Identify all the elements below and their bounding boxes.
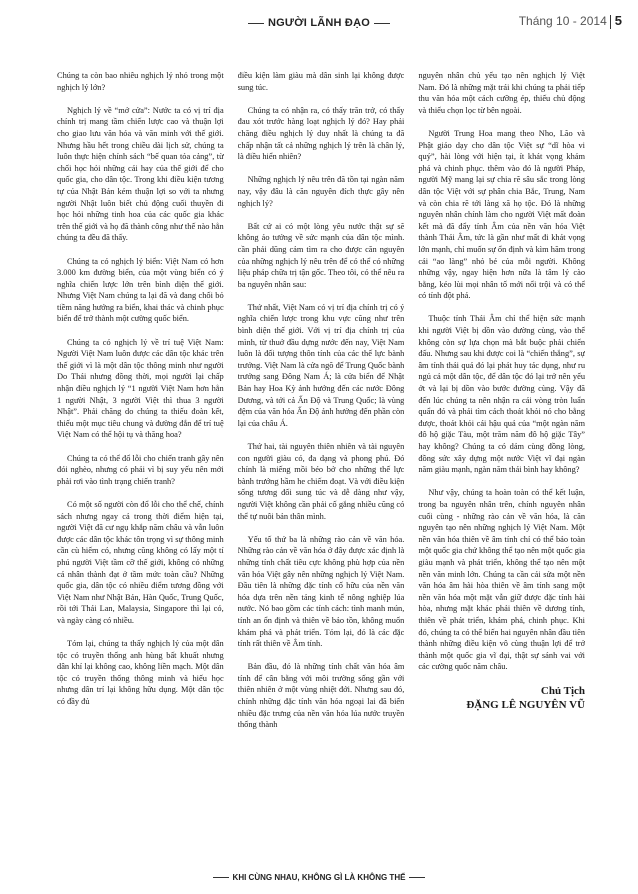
issue-date: Tháng 10 - 2014 (518, 14, 607, 28)
section-title-text: NGƯỜI LÃNH ĐẠO (268, 17, 370, 29)
header-separator (610, 15, 611, 29)
paragraph: Chúng ta có nghịch lý về trí tuệ Việt Nam: Người Việt Nam luôn được các dân tộc khác trên thế giới vì là một dân tộc thông minh như người Do Thái nhưng đồng thời, mọi người lại chấp nhận điều nghịch lý “1 người Việt Nam hơn hẳn 1 người Nhật, 3 người Việt thì thua 3 người Nhật”. Phải chăng do chúng ta thiếu đoàn kết, thiếu một mục tiêu chung và đường đắn để trí tuệ Việt Nam có thể hội tụ và thăng hoa? (57, 337, 224, 440)
header-rule-left (248, 23, 264, 24)
paragraph: Chúng ta có nghịch lý biển: Việt Nam có hơn 3.000 km đường biển, của một vùng biển có ý nghĩa chiến lược lớn trên bình diện thế giới. Nhưng Việt Nam chúng ta lại đã và đang chối bỏ tiềm năng hướng ra biển, khai thác và chinh phục biển để trở thành một cường quốc biển. (57, 256, 224, 324)
page-footer (0, 873, 638, 882)
column-3 (418, 70, 585, 840)
paragraph: Nghịch lý về “mở cửa”: Nước ta có vị trí địa chính trị mang tầm chiến lược cao và thuận lợi cho giao lưu văn hóa và văn minh với thế giới. Nhưng hầu hết trong chiều dài lịch sử, chúng ta luôn thực hiện chính sách “bế quan tỏa cảng”, từ chối học hỏi những cái hay của thế giới để cho quốc gia, cho dân tộc. Trong khi điều kiện tương tự của Nhật Bản kém thuận lợi so với ta nhưng người Nhật luôn biết chủ động cuối thuyền đi học hỏi những tinh hoa của các quốc gia khác trên thế giới và họ đã thành công như thế nào hẳn chúng ta đều đã thấy. (57, 105, 224, 243)
paragraph: Như vậy, chúng ta hoàn toàn có thể kết luận, trong ba nguyên nhân trên, chính nguyên nhân cuối cùng - những rào cản về văn hóa, là căn nguyên tạo nên những nghịch lý Việt Nam. Một nền văn hóa thiên về âm tính chỉ có thể bảo toàn một quốc gia chứ không thể tạo nên một quốc gia giàu mạnh và phát triển, không thể tạo nên một nền văn minh lớn. Chúng ta cần cải sửa một nền văn hóa âm hài hòa thiên về âm tính sang một nền văn hóa một mặt vẫn giữ được đặc tính hài hòa, nhưng mặt khác phải thiên về dương tính, thiên về phát triển, khám phá, chinh phục. Khi đó, chúng ta có thể biến hai nguyên nhân đầu tiên thành những điều kiện vô cùng thuận lợi để trở thành một quốc gia vĩ đại, thật sự sánh vai với các cường quốc năm châu. (418, 488, 586, 672)
paragraph: Yếu tố thứ ba là những rào cản về văn hóa. Những rào cản về văn hóa ở đây được xác định là những tính chất tiêu cực không phù hợp của nền văn hóa Việt gây nên những nghịch lý Việt Nam. Đầu tiên là những đặc tính cố hữu của nền văn hóa dựa trên nền tảng kinh tế nông nghiệp lúa nước. Nó bao gồm các tính cách: tình manh mún, tính an ổn định và thiên về bảo tồn, không muốn khám phá và phát triển. Tóm lại, đó là các đặc tính rất thiên về Âm tính. (237, 534, 405, 649)
footer-slogan: KHI CÙNG NHAU, KHÔNG GÌ LÀ KHÔNG THỂ (232, 873, 406, 882)
article-body (57, 70, 585, 840)
signature-block (418, 684, 585, 712)
issue-info (519, 13, 622, 29)
signature-title: Chủ Tịch (540, 685, 586, 698)
paragraph: Bất cứ ai có một lòng yêu nước thật sự sẽ không ảo tưởng về sức mạnh của dân tộc mình. cần phải dũng cảm tìm ra cho được căn nguyên của những nghịch lý nêu trên để có thể có những liệu pháp chữa trị tận gốc. Theo tôi, có thể nêu ra ba nguyên nhân sau: (237, 221, 405, 289)
header-rule-right (374, 23, 390, 24)
paragraph: điều kiện làm giàu mà dân sinh lại không được sung túc. (237, 71, 405, 92)
paragraph: Thứ nhất, Việt Nam có vị trí địa chính trị có ý nghĩa chiến lược trong khu vực cũng như trên bình diện thế giới. Với vị trí địa chính trị của mình, từ thuở đầu dựng nước đến nay, Việt Nam luôn là đối tượng thôn tính của các thế lực bành trướng. Việt Nam là cửa ngõ để Trung Quốc bành trướng sang Đông Nam Á; là cửa biển để Nhật Bản hay Hoa Kỳ ảnh hưởng đến các nước Đông Dương, và tới cả Ấn Độ và Trung Quốc; là vùng đệm của văn hóa Ấn Độ ảnh hưởng đến phần còn lại của châu Á. (237, 302, 405, 428)
signature-name: ĐẶNG LÊ NGUYÊN VŨ (466, 699, 586, 712)
paragraph: Tóm lại, chúng ta thấy nghịch lý của một dân tộc có truyền thống anh hùng bất khuất nhưng dân khí lại không cao, không liền mạch. Một dân tộc có truyền thống thông minh và hiếu học nhưng dân trí lại không hữu dụng. Một dân tộc có đầy đủ (57, 639, 224, 707)
page-number: 5 (614, 13, 622, 28)
paragraph: nguyên nhân chủ yếu tạo nên nghịch lý Việt Nam. Đó là những mặt trái khi chúng ta phải tiếp thu văn hóa một cách cưỡng ép, thiếu chủ động và thiếu chọn lọc từ bên ngoài. (418, 71, 586, 115)
paragraph: Những nghịch lý nêu trên đã tồn tại ngàn năm nay, vậy đâu là căn nguyên đích thực gây nên nghịch lý? (237, 175, 405, 208)
paragraph: Thứ hai, tài nguyên thiên nhiên và tài nguyên con người giàu có, đa dạng và phong phú. Đó chính là miếng mồi béo bở cho những thế lực bành trướng hầm he chiếm đoạt. Và với điều kiện sống tương đối sung túc và dễ dàng như vậy, người Việt không cần phải cố gắng nhiều cũng có thể tự nuôi bản thân mình. (237, 442, 405, 521)
page-header (0, 13, 638, 35)
column-2 (238, 70, 405, 840)
column-1 (57, 70, 224, 840)
paragraph: Chúng ta có nhận ra, có thấy trăn trở, có thấy đau xót trước hàng loạt nghịch lý đó? Hay phải chăng điều nghịch lý duy nhất là chúng ta đã chấp nhận tất cả những nghịch lý trên là chân lý, là điều hiển nhiên? (237, 105, 405, 162)
paragraph: Thuộc tính Thái Âm chỉ thể hiện sức mạnh khi người Việt bị dồn vào đường cùng, vào thế không còn sự lựa chọn mà bắt buộc phải chiến đấu. Nhưng sau khi được coi là “chiến thắng”, sự âm tính thái quá đó lại phát huy tác dụng, như ru ngủ cả một dân tộc, để dân tộc đó lại trở nên yếu ớt và lại bị dồn vào bước đường cùng. Vậy đã đến lúc chúng ta nên nhận ra cái vòng tròn luẩn quẩn đó và phải tìm cách thoát khỏi nó cho bằng được, thoát khỏi cái hậu quả của “một ngàn năm đô hộ giặc Tàu, một trăm năm đô hộ giặc Tây” hay không? Chúng ta có dám cùng đồng lòng, đồng sức xây dựng một nước Việt vĩ đại ngàn năm giàu mạnh, ngàn năm thái bình hay không? (418, 314, 586, 475)
footer-rule-right (409, 877, 425, 878)
paragraph: Chúng ta còn bao nhiêu nghịch lý nhỏ trong một nghịch lý lớn? (57, 71, 224, 92)
paragraph: Bản đầu, đó là những tính chất văn hóa âm tính để cân bằng với môi trường sống gần với thiên nhiên ở một vùng nhiệt đới. Nhưng sau đó, chính những đặc tính văn hóa ngoại lai đã biến nhiều đặc trưng của nền văn hóa lúa nước truyền thống thành (237, 662, 405, 730)
footer-rule-left (213, 877, 229, 878)
paragraph: Người Trung Hoa mang theo Nho, Lão và Phật giáo dạy cho dân tộc Việt sự “dĩ hòa vi quý”, hài lòng với hiện tại, ít khát vọng khám phá và chinh phục. thêm vào đó là người Pháp, người Mỹ mang lại sự chia rẽ sâu sắc trong lòng dân tộc Việt với sự phân chia Bắc, Trung, Nam và còn chia rẽ tới làng xã họ tộc. Đó là những nguyên nhân chính làm cho người Việt mất đoàn kết mà đã đẩy tính Âm của nền văn hóa Việt thành Thái Âm, tức là gần như mất đi khát vọng lớn mạnh, chỉ muốn sự ổn định và kìm hãm trong cái “ao làng” nhỏ bé của mỗi người. Không những vậy, ngay hiện hơn nữa là tâm lý cào bằng, kéo lùi mọi nhân tố mới nổi trội và có thể có tính đột phá. (418, 128, 586, 301)
paragraph: Chúng ta có thể đổ lỗi cho chiến tranh gây nên đói nghèo, nhưng có phải vì bị suy yếu nên mới phải rơi vào tình trạng chiến tranh? (57, 453, 224, 486)
paragraph: Có một số người còn đổ lỗi cho thể chế, chính sách nhưng ngay cả trong thời điểm hiện tại, người Việt đã cư ngụ khắp năm châu và vẫn luôn được các dân tộc khác tôn trọng vì sự thông minh cần cù hiếm có, nhưng cũng không có lấy một tí phú người Việt tầm cỡ thế giới, không có những cá nhân thành đạt ở tầm mức toàn cầu? Những quốc gia, dân tộc có nhiều điểm tương đồng với Việt Nam như Nhật Bản, Hàn Quốc, Trung Quốc, rồi tới Thái Lan, Malaysia, Singapore thì lại có, và ngày càng có nhiều. (57, 499, 224, 625)
